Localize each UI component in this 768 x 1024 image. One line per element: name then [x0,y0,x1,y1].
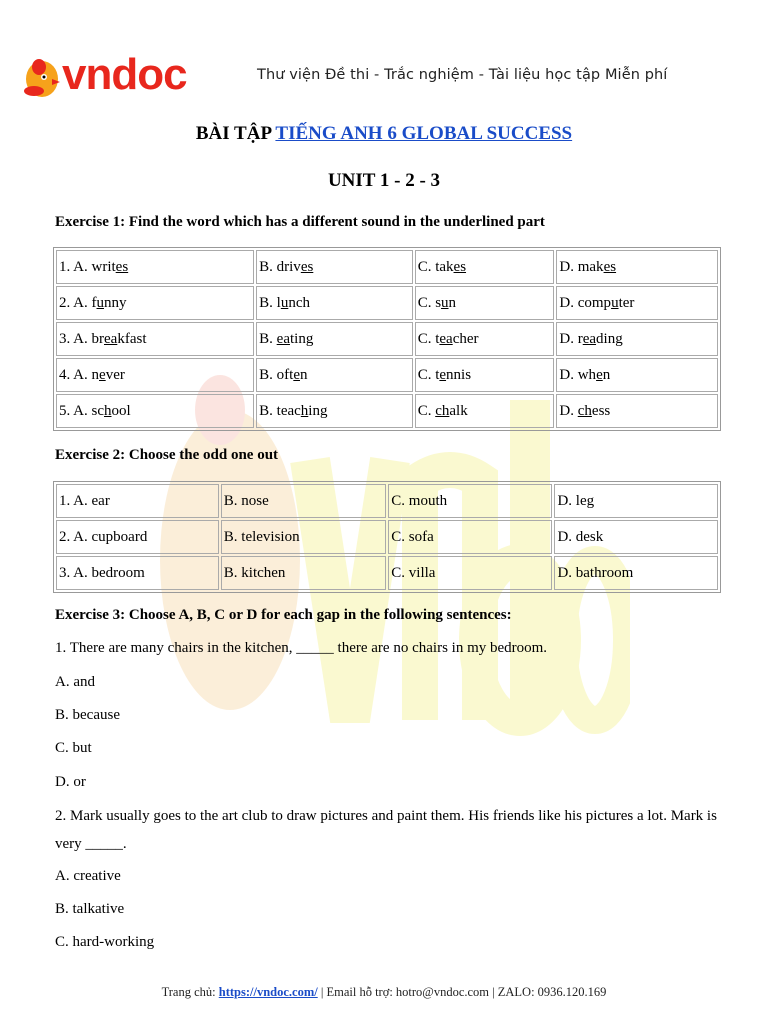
exercise-1-cell [256,358,413,392]
word-prefix: B. l [259,294,281,311]
underlined-part: ea [276,330,290,347]
table-row [56,250,718,284]
word-prefix: 2. A. f [59,294,97,311]
underlined-part: u [611,294,619,311]
underlined-part: e [293,366,300,383]
exercise-2-cell: D. bathroom [554,556,718,590]
question-1-text: 1. There are many chairs in the kitchen, _____ there are no chairs in my bedroom. [55,640,548,656]
word-prefix: B. teac [259,402,301,419]
underlined-part: h [104,402,112,419]
word-prefix: D. wh [559,366,597,383]
question-2-option-c: C. hard-working [55,934,155,950]
question-1-option-b: B. because [55,707,120,723]
page-title [0,123,768,145]
exercise-1-cell [415,394,555,428]
exercise-1-cell [556,250,718,284]
word-suffix: ding [596,330,623,347]
word-suffix: nch [288,294,310,311]
exercise-2-cell: B. nose [221,484,387,518]
table-row [56,484,718,518]
table-row [56,286,718,320]
exercise-1-cell [256,286,413,320]
vndoc-logo-text: vndoc [62,50,187,99]
question-1-option-a: A. and [55,674,95,690]
exercise-2-cell: C. sofa [388,520,552,554]
exercise-1-cell [556,394,718,428]
exercise-1-cell [256,250,413,284]
exercise-2-cell: 1. A. ear [56,484,219,518]
exercise-1-cell [556,286,718,320]
exercise-1-cell [415,322,555,356]
word-prefix: C. tak [417,258,454,275]
underlined-part: es [300,258,314,275]
underlined-part: e [99,366,106,383]
word-suffix: kfast [117,330,147,347]
underlined-part: es [115,258,129,275]
word-prefix: D. r [559,330,583,347]
word-prefix: C. s [417,294,442,311]
word-prefix: 5. A. sc [59,402,104,419]
question-1-option-c: C. but [55,740,92,756]
word-prefix: 1. A. writ [59,258,116,275]
word-prefix: D. mak [559,258,604,275]
word-prefix: C. [417,402,436,419]
word-prefix: 4. A. n [59,366,100,383]
page-footer [0,985,768,1000]
underlined-part: u [280,294,289,311]
exercise-2-cell: 3. A. bedroom [56,556,219,590]
underlined-part: es [453,258,467,275]
exercise-1-heading: Exercise 1: Find the word which has a different sound in the underlined part [55,214,545,230]
word-suffix: ver [105,366,125,383]
word-suffix: cher [452,330,479,347]
exercise-1-cell [56,322,254,356]
word-prefix: D. comp [559,294,612,311]
exercise-1-cell [56,286,254,320]
underlined-part: ch [577,402,592,419]
footer-contact: | Email hỗ trợ: hotro@vndoc.com | ZALO: 0936.120.169 [317,985,607,999]
exercise-1-cell [256,394,413,428]
word-suffix: alk [449,402,468,419]
word-suffix: n [299,366,308,383]
word-prefix: B. [259,330,277,347]
exercise-2-cell: D. desk [554,520,718,554]
exercise-2-table [53,481,721,593]
underlined-part: es [603,258,617,275]
exercise-2-heading: Exercise 2: Choose the odd one out [55,447,279,463]
question-2-text: 2. Mark usually goes to the art club to draw pictures and paint them. His friends like his pictures a lot. Mark is very _____. [55,808,717,852]
footer-home-link[interactable]: https://vndoc.com/ [218,985,318,999]
table-row [56,520,718,554]
question-1-option-d: D. or [55,774,86,790]
exercise-2-cell: 2. A. cupboard [56,520,219,554]
footer-home-label: Trang chủ: [161,985,219,999]
word-prefix: C. t [417,366,440,383]
exercise-1-cell [256,322,413,356]
question-2-option-b: B. talkative [55,901,125,917]
exercise-2-cell: B. television [221,520,387,554]
exercise-1-cell [556,322,718,356]
word-suffix: ter [618,294,635,311]
exercise-3-heading: Exercise 3: Choose A, B, C or D for each gap in the following sentences: [55,607,512,623]
underlined-part: u [441,294,449,311]
underlined-part: ea [104,330,118,347]
word-prefix: D. [559,402,578,419]
word-suffix: n [448,294,457,311]
word-suffix: ting [289,330,314,347]
word-prefix: C. t [417,330,440,347]
exercise-1-cell [556,358,718,392]
word-suffix: nny [104,294,127,311]
word-suffix: ess [591,402,611,419]
word-suffix: n [602,366,611,383]
underlined-part: ea [582,330,597,347]
underlined-part: h [300,402,309,419]
table-row [56,394,718,428]
title-prefix: BÀI TẬP [195,123,276,144]
exercise-2-cell: C. mouth [388,484,552,518]
exercise-1-cell [56,394,254,428]
exercise-1-cell [415,250,555,284]
exercise-1-cell [415,286,555,320]
header-tagline: Thư viện Đề thi - Trắc nghiệm - Tài liệu học tập Miễn phí [257,67,668,83]
underlined-part: e [439,366,447,383]
table-row [56,358,718,392]
underlined-part: u [96,294,104,311]
word-prefix: B. driv [259,258,301,275]
question-2-option-a: A. creative [55,868,121,884]
exercise-1-cell [56,250,254,284]
exercise-1-cell [56,358,254,392]
underlined-part: e [596,366,603,383]
underlined-part: ch [435,402,450,419]
title-link[interactable]: TIẾNG ANH 6 GLOBAL SUCCESS [275,123,573,144]
exercise-2-cell: D. leg [554,484,718,518]
exercise-1-table [53,247,721,431]
word-suffix: ing [308,402,328,419]
word-prefix: B. oft [259,366,294,383]
word-prefix: 3. A. br [59,330,104,347]
word-suffix: ool [111,402,131,419]
exercise-2-cell: C. villa [388,556,552,590]
table-row [56,556,718,590]
unit-subtitle: UNIT 1 - 2 - 3 [327,170,441,191]
exercise-2-cell: B. kitchen [221,556,387,590]
exercise-1-cell [415,358,555,392]
word-suffix: nnis [446,366,472,383]
underlined-part: ea [439,330,453,347]
table-row [56,322,718,356]
